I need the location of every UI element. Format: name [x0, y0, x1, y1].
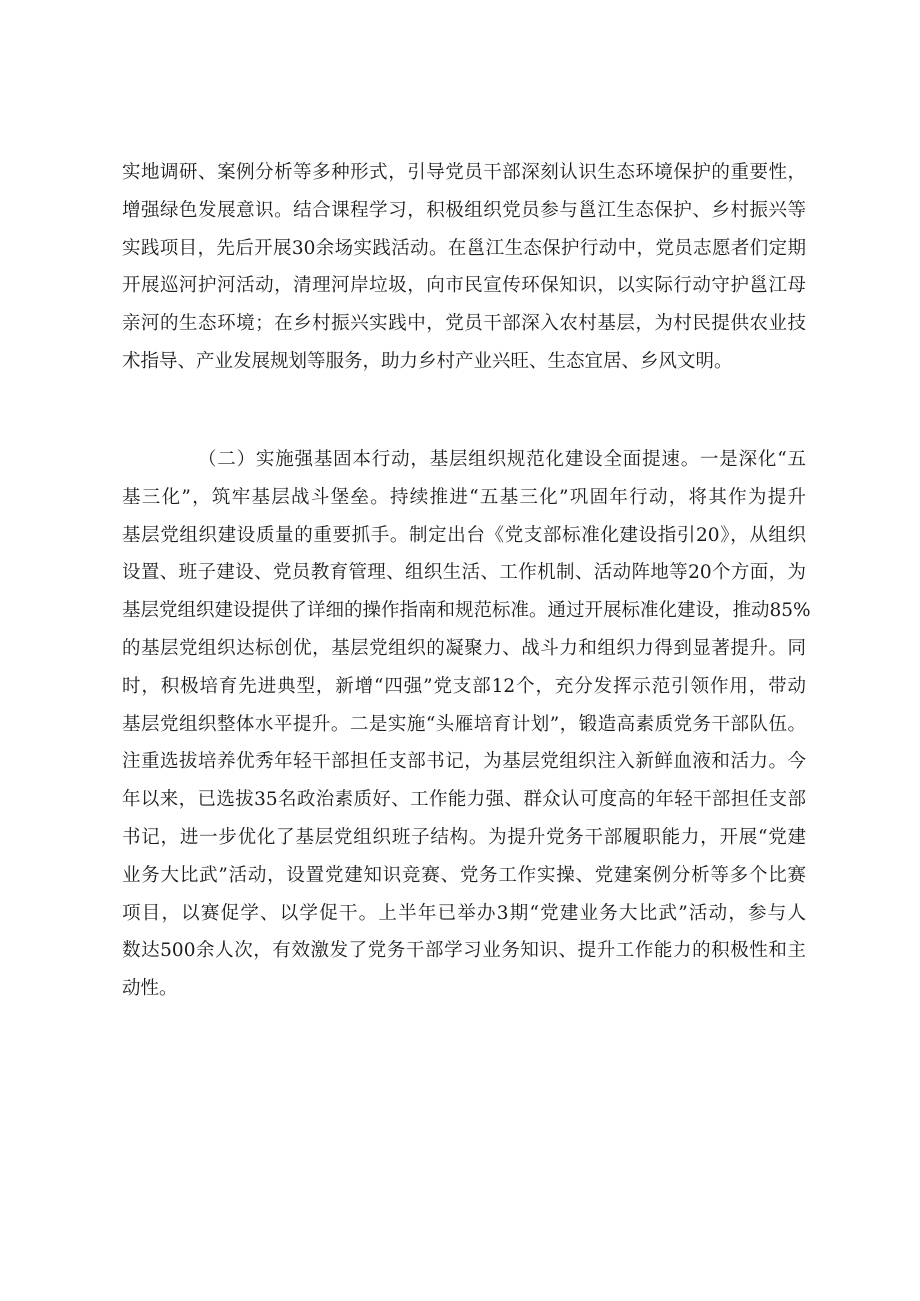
text-line: 数达500余人次，有效激发了党务干部学习业务知识、提升工作能力的积极性和主: [122, 940, 806, 962]
text-line: 时，积极培育先进典型，新增“四强”党支部12个，充分发挥示范引领作用，带动: [122, 675, 806, 697]
paragraph-ecological-practice: [122, 154, 806, 381]
text-line: 业务大比武”活动，设置党建知识竞赛、党务工作实操、党建案例分析等多个比赛: [122, 864, 806, 886]
text-line: 设置、班子建设、党员教育管理、组织生活、工作机制、活动阵地等20个方面，为: [122, 562, 806, 584]
text-line: 基层党组织建设质量的重要抓手。制定出台《党支部标准化建设指引20》，从组织: [122, 524, 806, 546]
text-line: 增强绿色发展意识。结合课程学习，积极组织党员参与邕江生态保护、乡村振兴等: [122, 199, 806, 221]
text-line: 的基层党组织达标创优，基层党组织的凝聚力、战斗力和组织力得到显著提升。同: [122, 637, 806, 659]
text-line: 年以来，已选拔35名政治素质好、工作能力强、群众认可度高的年轻干部担任支部: [122, 789, 806, 811]
text-line: 实地调研、案例分析等多种形式，引导党员干部深刻认识生态环境保护的重要性，: [122, 162, 806, 183]
text-line: 实践项目，先后开展30余场实践活动。在邕江生态保护行动中，党员志愿者们定期: [122, 237, 806, 259]
text-line: 项目，以赛促学、以学促干。上半年已举办3期“党建业务大比武”活动，参与人: [122, 902, 806, 924]
text-line: 术指导、产业发展规划等服务，助力乡村产业兴旺、生态宜居、乡风文明。: [122, 350, 733, 372]
text-line: 基三化”，筑牢基层战斗堡垒。持续推进“五基三化”巩固年行动，将其作为提升: [122, 486, 806, 508]
text-line: 基层党组织整体水平提升。二是实施“头雁培育计划”，锻造高素质党务干部队伍。: [122, 713, 806, 735]
paragraph-grassroots-organization: [122, 441, 811, 1008]
section-heading-line: （二）实施强基固本行动，基层组织规范化建设全面提速。一是深化“五: [198, 449, 806, 470]
text-line: 开展巡河护河活动，清理河岸垃圾，向市民宣传环保知识，以实际行动守护邕江母: [122, 275, 806, 297]
text-line: 动性。: [122, 978, 178, 1000]
text-line: 书记，进一步优化了基层党组织班子结构。为提升党务干部履职能力，开展“党建: [122, 826, 806, 848]
text-line: 亲河的生态环境；在乡村振兴实践中，党员干部深入农村基层，为村民提供农业技: [122, 313, 806, 335]
text-line: 基层党组织建设提供了详细的操作指南和规范标准。通过开展标准化建设，推动85%: [122, 600, 811, 622]
text-line: 注重选拔培养优秀年轻干部担任支部书记，为基层党组织注入新鲜血液和活力。今: [122, 751, 806, 773]
